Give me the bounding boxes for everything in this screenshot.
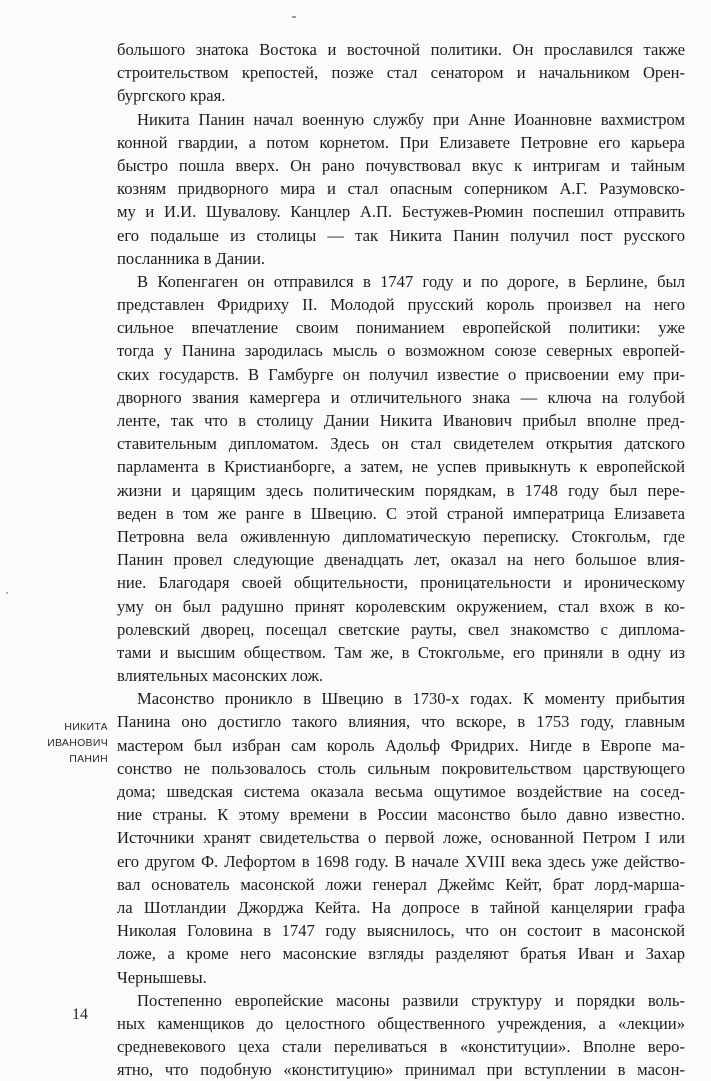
text-line: ятно, что подобную «конституцию» принимал при вступлении в масон- (117, 1060, 685, 1080)
edge-mark (6, 592, 8, 594)
text-line: дворного звания камергера и отличительного знака — ключа на голубой (117, 387, 685, 407)
running-head-sidebar (38, 719, 108, 767)
text-line: тами и высшим обществом. Там же, в Стокгольме, его приняли в одну из (117, 642, 685, 662)
text-line: уму он был радушно принят королевским окружением, стал вхож в ко- (117, 596, 685, 616)
text-line: быстро пошла вверх. Он рано почувствовал вкус к интригам и тайным (117, 155, 685, 175)
text-line: средневекового цеха стали переливаться в «конституции». Вполне веро- (117, 1037, 685, 1057)
text-line: жизни и царящим здесь политическим порядкам, в 1748 году был пере- (117, 480, 685, 500)
text-line: его подальше из столицы — так Никита Панин получил пост русского (117, 225, 685, 245)
text-line: мастером был избран сам король Адольф Фридрих. Нигде в Европе ма- (117, 735, 685, 755)
text-line: бургского края. (117, 86, 226, 106)
text-line: Масонство проникло в Швецию в 1730-х годах. К моменту прибытия (137, 689, 685, 709)
text-line: ние страны. К этому времени в России масонство было давно известно. (117, 805, 685, 825)
text-line: вал основатель масонской ложи генерал Джеймс Кейт, брат лорд-марша- (117, 874, 685, 894)
text-line: конной гвардии, а потом корнетом. При Елизавете Петровне его карьера (117, 132, 685, 152)
text-line: парламента в Кристианборге, а затем, не успев привыкнуть к европейской (117, 457, 685, 477)
text-line: ла Шотландии Джорджа Кейта. На допросе в тайной канцелярии графа (117, 897, 685, 917)
text-line: строительством крепостей, позже стал сенатором и начальником Орен- (117, 63, 685, 83)
text-line: козням придворного мира и стал опасным соперником А.Г. Разумовско- (117, 179, 685, 199)
text-line: дома; шведская система оказала весьма ощутимое воздействие на сосед- (117, 782, 685, 801)
text-line: Чернышевы. (117, 967, 207, 987)
text-line: му и И.И. Шувалову. Канцлер А.П. Бестужев-Рюмин поспешил отправить (117, 202, 685, 222)
sidebar-line-1: НИКИТА (64, 721, 108, 733)
text-line: веден в том же ранге в Швецию. С этой страной императрица Елизавета (117, 503, 685, 523)
text-line: влиятельных масонских лож. (117, 666, 324, 686)
body-text (117, 38, 685, 1081)
text-line: Панина оно достигло такого влияния, что вскоре, в 1753 году, главным (117, 712, 685, 732)
text-line: тогда у Панина зародилась мысль о возможном союзе северных европей- (117, 341, 685, 361)
text-line: посланника в Дании. (117, 248, 266, 268)
sidebar-line-3: ПАНИН (69, 753, 108, 765)
text-line: его другом Ф. Лефортом в 1698 году. В начале XVIII века здесь уже действо- (117, 851, 685, 871)
text-line: Источники хранят свидетельства о первой ложе, основанной Петром I или (117, 828, 685, 848)
text-line: Петровна вела оживленную дипломатическую переписку. Стокгольм, где (117, 526, 685, 546)
text-line: Николая Головина в 1747 году выяснилось, что он состоит в масонской (117, 921, 685, 941)
text-line: В Копенгаген он отправился в 1747 году и по дороге, в Берлине, был (137, 271, 685, 291)
text-line: ленте, так что в столицу Дании Никита Иванович прибыл вполне пред- (117, 411, 685, 430)
text-line: ролевский дворец, посещал светские рауты, свел знакомство с диплома- (117, 619, 685, 639)
text-line: представлен Фридриху II. Молодой прусский король произвел на него (117, 295, 685, 315)
text-line: Никита Панин начал военную службу при Анне Иоанновне вахмистром (137, 109, 685, 129)
page-number: 14 (72, 1006, 88, 1023)
text-line: Панин провел следующие двенадцать лет, оказал на него большое влия- (117, 550, 685, 570)
text-line: сонство не пользовалось столь сильным покровительством царствующего (117, 758, 685, 778)
text-line: ных каменщиков до целостного общественного учреждения, а «лекции» (117, 1013, 685, 1033)
text-line: ских государств. В Гамбурге он получил известие о присвоении ему при- (117, 364, 685, 384)
text-line: большого знатока Востока и восточной политики. Он прославился также (117, 40, 685, 59)
text-line: Постепенно европейские масоны развили структуру и порядки воль- (137, 990, 685, 1010)
text-line: ложе, а кроме него масонские взгляды разделяют братья Иван и Захар (117, 944, 685, 964)
text-line: сильное впечатление своим пониманием европейской политики: уже (117, 318, 685, 338)
text-line: ставительным дипломатом. Здесь он стал свидетелем открытия датского (117, 434, 685, 454)
print-mark (292, 16, 296, 18)
text-line: ние. Благодаря своей общительности, проницательности и ироническому (117, 573, 685, 593)
sidebar-line-2: ИВАНОВИЧ (47, 737, 108, 749)
